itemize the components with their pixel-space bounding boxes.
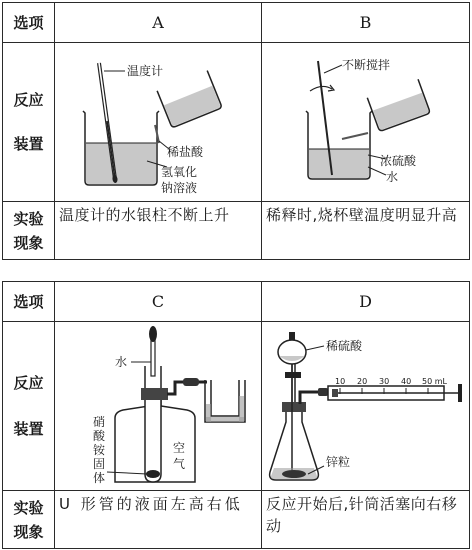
base-label-line1: 氢氧化 (161, 165, 198, 179)
header-c-cell (55, 282, 262, 322)
thermometer-label: 温度计 (127, 64, 164, 78)
solid-label-1: 硝 (93, 415, 106, 429)
scale-30: 30 (379, 377, 390, 386)
header-b-label: B (359, 13, 372, 32)
solid-label-5: 体 (93, 471, 106, 485)
device-label-line2-2: 装置 (13, 420, 44, 438)
phenomenon-c: U 形管的液面左高右低 (55, 491, 262, 549)
ammonium-nitrate-solid (146, 470, 160, 478)
header-c-label: C (151, 292, 165, 311)
apparatus-d-diagram (262, 322, 470, 490)
test-tube (145, 366, 161, 482)
phenomenon-b: 稀释时,烧杯壁温度明显升高 (262, 202, 470, 260)
solid-label-2: 酸 (93, 429, 106, 443)
scale-10: 10 (335, 377, 346, 386)
header-option-label-2: 选项 (13, 293, 44, 311)
apparatus-c-cell (55, 322, 262, 491)
phenomenon-label-line1: 实验 (13, 209, 44, 228)
stir-label: 不断搅拌 (342, 58, 391, 72)
device-label-line1-2: 反应 (13, 374, 44, 392)
phenomenon-a: 温度计的水银柱不断上升 (55, 202, 262, 260)
header-option-cell-2 (3, 282, 55, 322)
header-a-label: A (152, 13, 164, 32)
header-d-label: D (359, 292, 372, 311)
device-label-cell (3, 43, 55, 202)
base-label-line2: 钠溶液 (161, 181, 198, 195)
scale-50: 50 mL (422, 377, 447, 386)
scale-20: 20 (357, 377, 368, 386)
header-option-cell (3, 3, 55, 43)
acid-label-a: 稀盐酸 (167, 145, 204, 159)
device-label-cell-2 (3, 322, 55, 491)
scale-40: 40 (401, 377, 412, 386)
header-b-cell (262, 3, 470, 43)
air-label-1: 空 (173, 441, 186, 455)
apparatus-c-diagram (55, 322, 262, 490)
apparatus-d-cell (262, 322, 470, 491)
apparatus-a-diagram (55, 43, 262, 201)
device-label-line2: 装置 (13, 135, 44, 153)
acid-label-b: 浓硫酸 (380, 154, 417, 168)
flask-stopper (282, 402, 306, 412)
zinc-granules (282, 470, 306, 478)
header-a-cell (55, 3, 262, 43)
header-d-cell (262, 282, 470, 322)
phenomenon-label-line2: 现象 (13, 233, 44, 252)
experiment-table-bottom (2, 281, 470, 549)
header-option-label: 选项 (13, 14, 44, 32)
apparatus-a-cell (55, 43, 262, 202)
solid-label-4: 固 (93, 457, 106, 471)
water-label-c: 水 (115, 355, 128, 369)
phenomenon-label-line1-2: 实验 (13, 498, 44, 517)
zinc-label: 锌粒 (326, 455, 351, 469)
pouring-beaker-b (367, 79, 430, 131)
syringe-plunger-head (332, 389, 338, 397)
phenomenon-d: 反应开始后,针筒活塞向右移动 (262, 491, 470, 549)
pouring-beaker-a (157, 71, 222, 128)
phenomenon-label-line2-2: 现象 (13, 522, 44, 541)
acid-label-d: 稀硫酸 (326, 339, 363, 353)
experiment-table-top (2, 2, 470, 260)
water-label-b: 水 (386, 170, 399, 184)
phenomenon-label-cell-2 (3, 491, 55, 549)
apparatus-b-diagram (262, 43, 470, 201)
solid-label-3: 铵 (93, 443, 106, 457)
acid-stream-b (342, 133, 368, 139)
phenomenon-label-cell (3, 202, 55, 260)
apparatus-b-cell (262, 43, 470, 202)
device-label-line1: 反应 (13, 91, 44, 109)
water-b (309, 149, 369, 178)
naoh-solution (86, 143, 156, 184)
air-label-2: 气 (173, 457, 186, 471)
